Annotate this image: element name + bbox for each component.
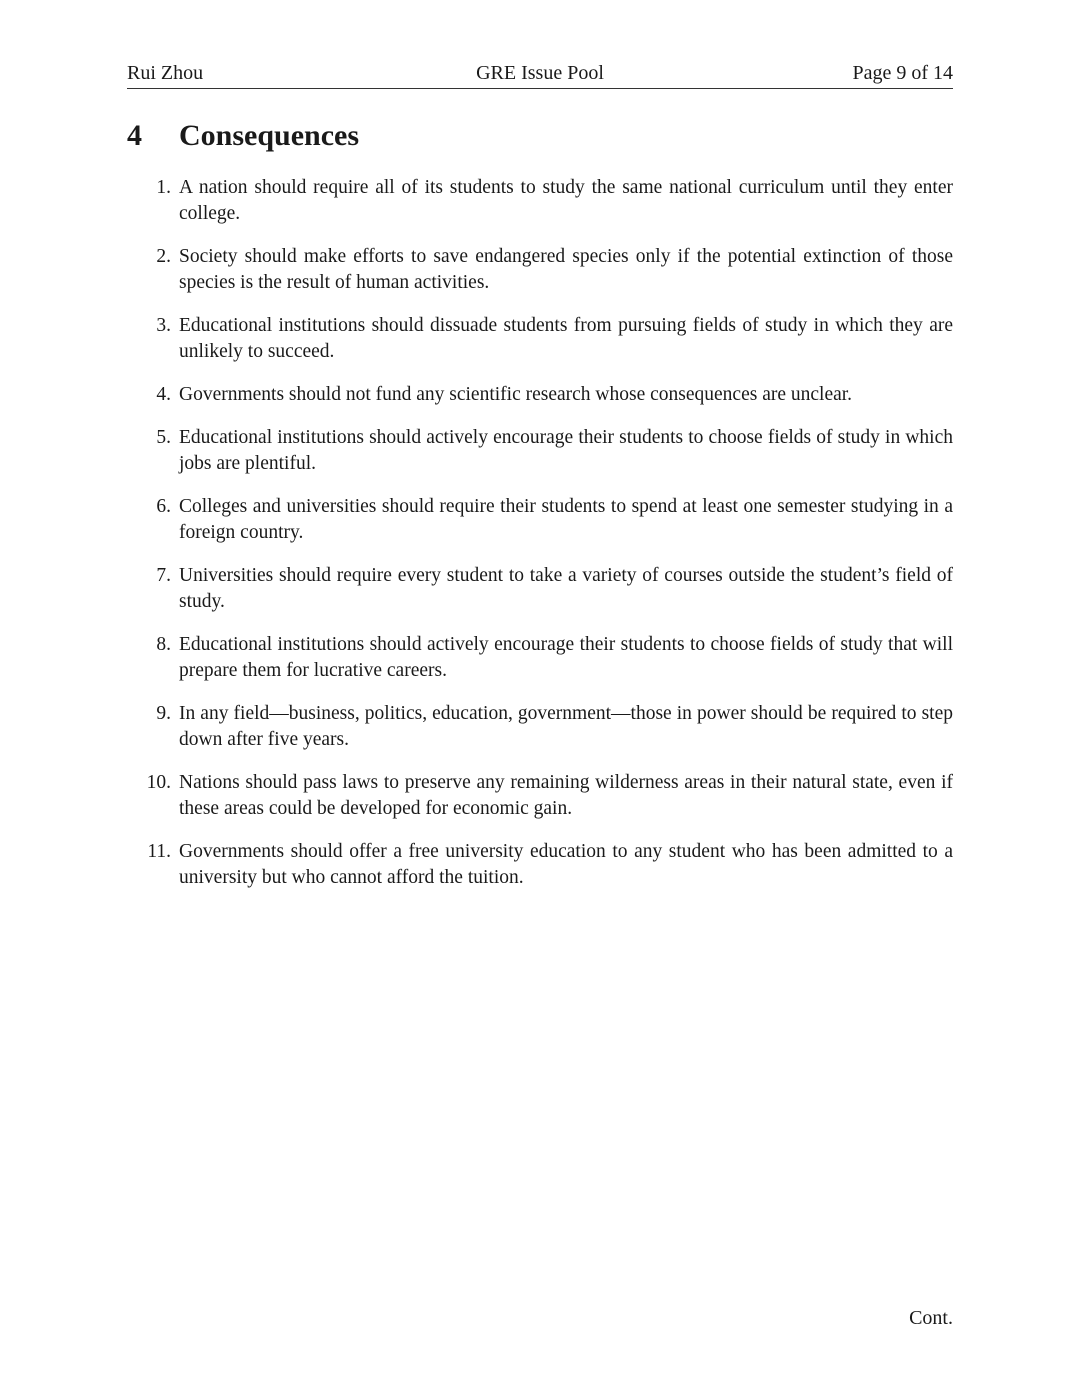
list-item xyxy=(127,770,953,822)
section-title: Consequences xyxy=(179,119,360,152)
list-item-number: 5. xyxy=(156,427,171,448)
list-item-number: 7. xyxy=(156,565,171,586)
continuation-note: Cont. xyxy=(909,1307,953,1329)
list-item xyxy=(127,313,953,365)
header-page-number: Page 9 of 14 xyxy=(852,62,953,84)
list-item-number: 2. xyxy=(156,246,171,267)
list-item xyxy=(127,494,953,546)
list-item-number: 3. xyxy=(156,315,171,336)
list-item xyxy=(127,382,953,408)
page-header xyxy=(127,60,953,89)
list-item-number: 1. xyxy=(156,177,171,198)
list-item-text: In any field—business, politics, education, government—those in power should be required to step down after five years. xyxy=(179,703,953,750)
list-item xyxy=(127,632,953,684)
section-heading xyxy=(127,116,359,156)
list-item xyxy=(127,563,953,615)
list-item-text: Society should make efforts to save endangered species only if the potential extinction of those species is the result of human activities. xyxy=(179,246,953,293)
list-item xyxy=(127,175,953,227)
list-item-text: Universities should require every student to take a variety of courses outside the student’s field of study. xyxy=(179,565,953,612)
list-item-number: 4. xyxy=(156,384,171,405)
list-item-number: 11. xyxy=(147,841,171,862)
list-item-number: 8. xyxy=(156,634,171,655)
list-item-number: 6. xyxy=(156,496,171,517)
list-item xyxy=(127,839,953,891)
header-title: GRE Issue Pool xyxy=(476,62,604,84)
list-item xyxy=(127,244,953,296)
list-item-text: Governments should not fund any scientific research whose consequences are unclear. xyxy=(179,384,853,405)
issue-list xyxy=(127,175,953,908)
list-item-text: Colleges and universities should require their students to spend at least one semester studying in a foreign country. xyxy=(179,496,953,543)
list-item-text: A nation should require all of its students to study the same national curriculum until they enter college. xyxy=(179,177,953,224)
header-author: Rui Zhou xyxy=(127,62,204,84)
list-item-text: Governments should offer a free university education to any student who has been admitted to a university but who cannot afford the tuition. xyxy=(179,841,953,888)
list-item xyxy=(127,701,953,753)
list-item-number: 9. xyxy=(156,703,171,724)
list-item-text: Educational institutions should actively encourage their students to choose fields of study that will prepare them for lucrative careers. xyxy=(179,634,953,681)
list-item-text: Educational institutions should actively encourage their students to choose fields of study in which jobs are plentiful. xyxy=(179,427,953,474)
list-item-number: 10. xyxy=(146,772,171,793)
section-number: 4 xyxy=(127,119,142,152)
list-item-text: Nations should pass laws to preserve any remaining wilderness areas in their natural state, even if these areas could be developed for economic gain. xyxy=(179,772,953,819)
list-item-text: Educational institutions should dissuade students from pursuing fields of study in which they are unlikely to succeed. xyxy=(179,315,953,362)
list-item xyxy=(127,425,953,477)
